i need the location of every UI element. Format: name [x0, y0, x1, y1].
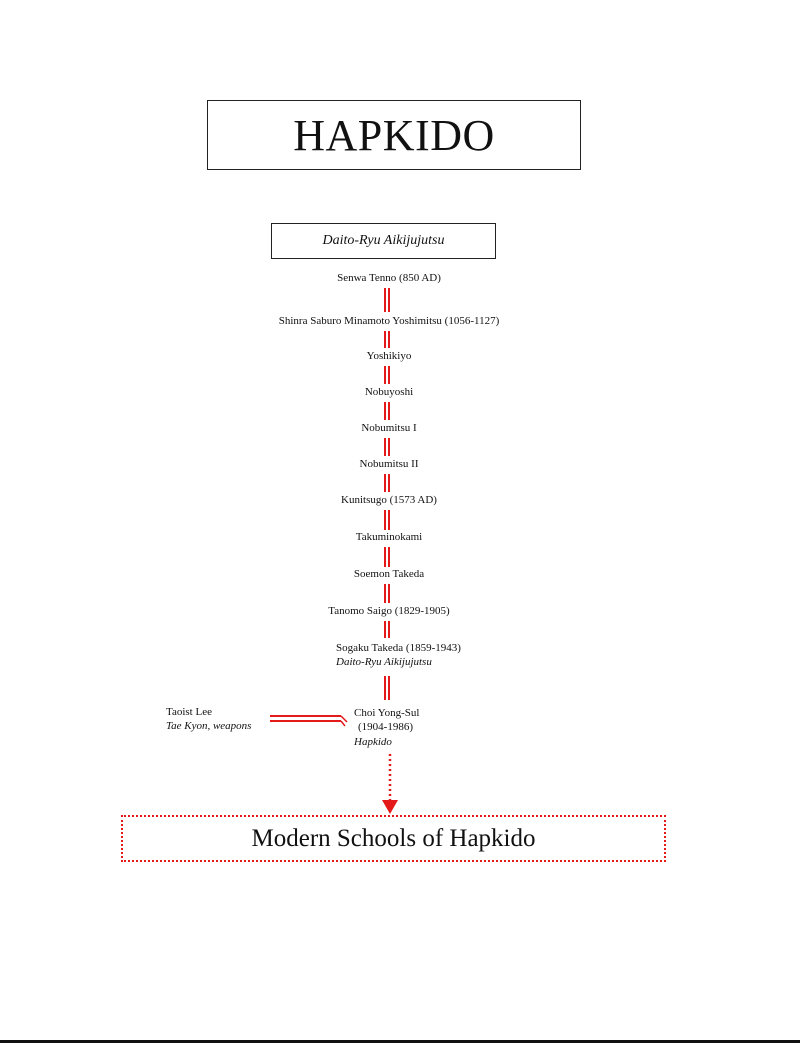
lineage-node-yoshikiyo: Yoshikiyo [366, 350, 412, 362]
lineage-connector [384, 438, 390, 456]
lineage-connector [384, 366, 390, 384]
lineage-connector [384, 402, 390, 420]
modern-schools-box: Modern Schools of Hapkido [121, 815, 666, 862]
lineage-node-nobumitsu-1: Nobumitsu I [361, 422, 417, 434]
lineage-node-sogaku-takeda: Sogaku Takeda (1859-1943) [336, 642, 461, 654]
lineage-connector [384, 510, 390, 530]
choi-dates-label: (1904-1986) [358, 721, 413, 733]
lineage-connector [384, 288, 390, 312]
lineage-connector [384, 547, 390, 567]
lineage-node-soemon-takeda: Soemon Takeda [353, 568, 425, 580]
choi-art-label: Hapkido [354, 736, 392, 748]
lineage-node-takuminokami: Takuminokami [355, 531, 423, 543]
lineage-connector [384, 584, 390, 603]
bottom-rule [0, 1040, 800, 1043]
lineage-connector [384, 676, 390, 700]
dotted-arrow-icon [377, 752, 403, 818]
lineage-node-nobumitsu-2: Nobumitsu II [359, 458, 419, 470]
lineage-node-choi-yong-sul: Choi Yong-Sul [354, 707, 420, 719]
lineage-connector [384, 474, 390, 492]
page-title: HAPKIDO [207, 100, 581, 170]
lineage-node-senwa-tenno: Senwa Tenno (850 AD) [337, 272, 441, 284]
taoist-lee-connector [265, 710, 355, 730]
school-name-box: Daito-Ryu Aikijujutsu [271, 223, 496, 259]
lineage-node-yoshimitsu: Shinra Saburo Minamoto Yoshimitsu (1056-1127) [278, 315, 500, 327]
lineage-connector [384, 331, 390, 348]
lineage-node-nobuyoshi: Nobuyoshi [364, 386, 414, 398]
lineage-connector [384, 621, 390, 638]
taoist-lee-name: Taoist Lee [166, 706, 212, 718]
taoist-lee-art-label: Tae Kyon, weapons [166, 720, 252, 732]
lineage-node-tanomo-saigo: Tanomo Saigo (1829-1905) [328, 605, 450, 617]
lineage-node-kunitsugo: Kunitsugo (1573 AD) [341, 494, 437, 506]
sogaku-art-label: Daito-Ryu Aikijujutsu [336, 656, 432, 668]
